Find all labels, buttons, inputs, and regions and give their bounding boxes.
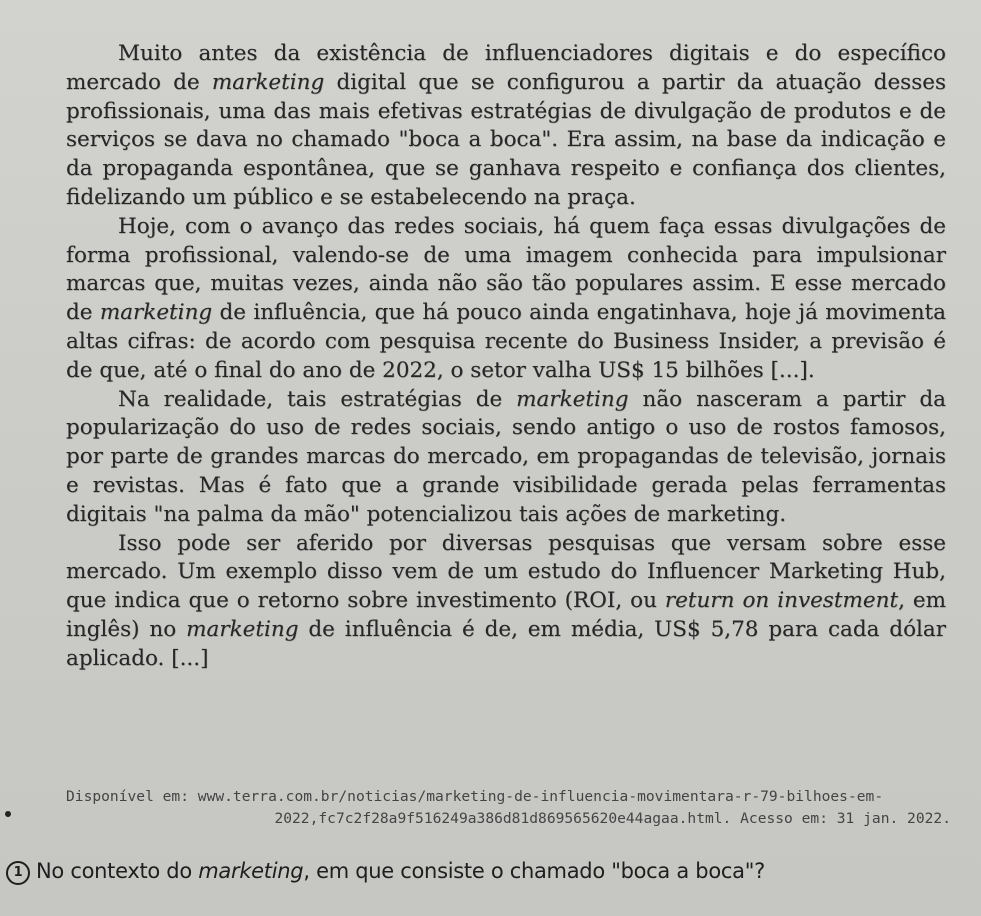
paragraph-1-text-b: digital que se configurou a partir da atuação desses profissionais, uma das mais efetivas estratégias de divulgação de produtos e de serviços se dava no chamado "boca a boca". Era assim, na base da indicação e da propaganda espontânea, que se ganhava respeito e confiança dos clientes, fidelizando um público e se estabelecendo na praça. (66, 69, 946, 210)
question-number-badge: 1 (6, 861, 30, 885)
paragraph-4-text-c: de influência é de, em média, US$ 5,78 para cada dólar aplicado. [...] (66, 616, 946, 671)
question-emphasis: marketing (198, 859, 304, 883)
paragraph-1-text-a: Muito antes da existência de influenciadores digitais e do específico mercado de (66, 41, 946, 95)
paragraph-4-emphasis: return on investment (664, 588, 899, 614)
paragraph-4-emphasis-2: marketing (186, 616, 299, 642)
article-text (66, 40, 946, 674)
source-citation (66, 786, 951, 830)
question-text-b: , em que consiste o chamado "boca a boca"? (303, 859, 765, 883)
paragraph-3-text-b: não nasceram a partir da popularização do uso de redes sociais, sendo antigo o uso de rostos famosos, por parte de grandes marcas do mercado, em propagandas de televisão, jornais e revistas. Mas é fato que a grande visibilidade gerada pelas ferramentas digitais "na palma da mão" potencializou tais ações de marketing. (66, 386, 946, 527)
paragraph-3-text-a: Na realidade, tais estratégias de (118, 386, 517, 412)
paragraph-1-emphasis: marketing (211, 69, 325, 95)
question-text-a: No contexto do (36, 859, 199, 883)
source-line-2: 2022,fc7c2f28a9f516249a386d81d869565620e44agaa.html. Acesso em: 31 jan. 2022. (274, 810, 951, 827)
paragraph-4-text-b: , em inglês) no (66, 588, 947, 642)
paragraph-2-text-a: Hoje, com o avanço das redes sociais, há quem faça essas divulgações de forma profissional, valendo-se de uma imagem conhecida para impulsionar marcas que, muitas vezes, ainda não são tão populares assim. E esse mercado de (66, 213, 946, 326)
paragraph-2 (66, 213, 946, 386)
paragraph-4-text-a: Isso pode ser aferido por diversas pesquisas que versam sobre esse mercado. Um exemplo disso vem de um estudo do Influencer Marketing Hub, que indica que o retorno sobre investimento (ROI, ou (66, 530, 946, 614)
source-line-1: Disponível em: www.terra.com.br/noticias/marketing-de-influencia-movimentara-r-79-bilhoes-em- (66, 788, 884, 805)
margin-dot (5, 811, 11, 817)
question-1 (6, 856, 966, 886)
paragraph-3 (66, 386, 946, 530)
paragraph-2-emphasis: marketing (99, 300, 213, 326)
paragraph-4 (66, 530, 946, 674)
paragraph-1 (66, 40, 946, 213)
paragraph-2-text-b: de influência, que há pouco ainda engatinhava, hoje já movimenta altas cifras: de acordo com pesquisa recente do Business Insider, a previsão é de que, até o final do ano de 2022, o setor valha US$ 15 bilhões [...]. (66, 300, 946, 383)
paragraph-3-emphasis: marketing (516, 386, 629, 412)
